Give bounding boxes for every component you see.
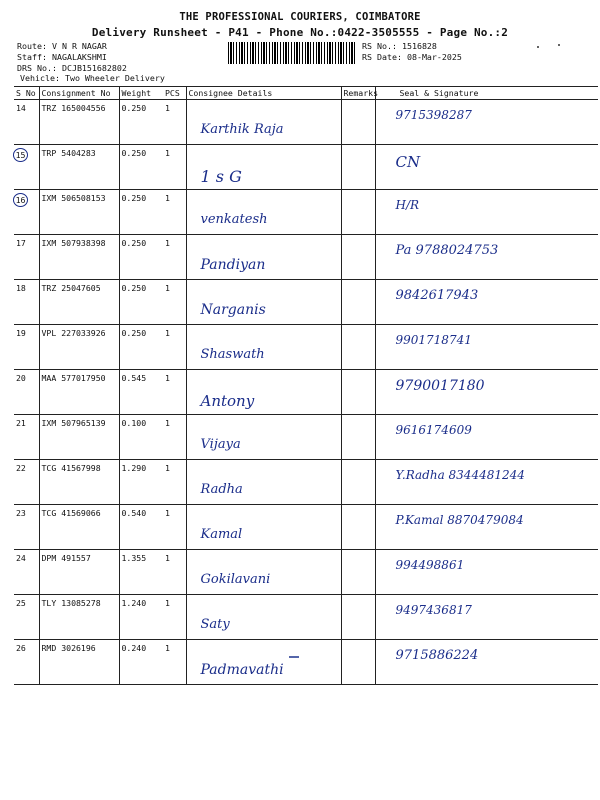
row-signature xyxy=(375,640,598,685)
row-pcs: 1 xyxy=(163,415,186,460)
row-signature xyxy=(375,505,598,550)
table-row xyxy=(14,550,598,595)
col-consignment: Consignment No xyxy=(39,87,119,100)
row-consignment-no: TRZ 25047605 xyxy=(39,280,119,325)
row-signature xyxy=(375,370,598,415)
signature-handwriting: 9497436817 xyxy=(395,603,472,617)
row-sno: 22 xyxy=(14,460,39,505)
row-weight: 0.100 xyxy=(119,415,163,460)
vehicle-label: Vehicle: Two Wheeler Delivery xyxy=(20,73,165,83)
row-consignee xyxy=(186,460,341,505)
table-row xyxy=(14,370,598,415)
row-remarks xyxy=(341,370,375,415)
row-pcs: 1 xyxy=(163,550,186,595)
table-row xyxy=(14,325,598,370)
signature-handwriting: H/R xyxy=(395,198,420,212)
row-consignment-no: IXM 507938398 xyxy=(39,235,119,280)
row-weight: 1.240 xyxy=(119,595,163,640)
row-consignment-no: TCG 41567998 xyxy=(39,460,119,505)
row-weight: 0.250 xyxy=(119,280,163,325)
row-sno: 24 xyxy=(14,550,39,595)
row-remarks xyxy=(341,460,375,505)
consignee-handwriting: Kamal xyxy=(200,527,243,542)
row-weight: 0.250 xyxy=(119,190,163,235)
row-weight: 0.250 xyxy=(119,145,163,190)
consignee-handwriting: Gokilavani xyxy=(200,572,271,587)
row-remarks xyxy=(341,100,375,145)
signature-handwriting: CN xyxy=(395,153,421,171)
table-row xyxy=(14,280,598,325)
row-pcs: 1 xyxy=(163,505,186,550)
row-signature xyxy=(375,190,598,235)
signature-handwriting: 9616174609 xyxy=(395,423,472,437)
table-row xyxy=(14,505,598,550)
table-row xyxy=(14,145,598,190)
row-consignee xyxy=(186,325,341,370)
circled-number: 16 xyxy=(13,193,28,207)
row-consignee xyxy=(186,595,341,640)
row-signature xyxy=(375,595,598,640)
table-row xyxy=(14,100,598,145)
row-remarks xyxy=(341,640,375,685)
row-sno: 25 xyxy=(14,595,39,640)
row-signature xyxy=(375,145,598,190)
table-row xyxy=(14,640,598,685)
consignee-handwriting: Saty xyxy=(200,617,230,632)
speck xyxy=(537,46,539,48)
row-consignment-no: TRZ 165004556 xyxy=(39,100,119,145)
col-weight: Weight xyxy=(119,87,163,100)
row-consignee xyxy=(186,640,341,685)
signature-handwriting: 9715886224 xyxy=(395,648,479,663)
row-consignment-no: TLY 13085278 xyxy=(39,595,119,640)
row-signature xyxy=(375,415,598,460)
consignee-handwriting: Shaswath xyxy=(200,347,265,362)
row-pcs: 1 xyxy=(163,145,186,190)
row-pcs: 1 xyxy=(163,595,186,640)
speck xyxy=(558,44,560,46)
row-pcs: 1 xyxy=(163,190,186,235)
signature-handwriting: P.Kamal 8870479084 xyxy=(395,513,524,527)
signature-handwriting: 9901718741 xyxy=(395,333,472,347)
runsheet-table xyxy=(14,86,598,685)
consignee-handwriting: 1 s G xyxy=(200,167,242,186)
row-consignment-no: MAA 577017950 xyxy=(39,370,119,415)
col-consignee: Consignee Details xyxy=(186,87,341,100)
row-pcs: 1 xyxy=(163,235,186,280)
row-remarks xyxy=(341,190,375,235)
row-consignment-no: TCG 41569066 xyxy=(39,505,119,550)
route-label: Route: V N R NAGAR xyxy=(17,41,107,51)
col-pcs: PCS xyxy=(163,87,186,100)
row-consignee xyxy=(186,190,341,235)
row-weight: 0.545 xyxy=(119,370,163,415)
row-weight: 0.250 xyxy=(119,235,163,280)
row-remarks xyxy=(341,145,375,190)
signature-handwriting: 994498861 xyxy=(395,558,465,572)
row-remarks xyxy=(341,415,375,460)
row-signature xyxy=(375,100,598,145)
row-consignee xyxy=(186,370,341,415)
table-row xyxy=(14,595,598,640)
signature-handwriting: 9790017180 xyxy=(395,378,485,394)
row-weight: 1.290 xyxy=(119,460,163,505)
drs-label: DRS No.: DCJB151682802 xyxy=(17,63,127,73)
row-pcs: 1 xyxy=(163,325,186,370)
table-row xyxy=(14,190,598,235)
row-pcs: 1 xyxy=(163,280,186,325)
row-consignee xyxy=(186,145,341,190)
row-signature xyxy=(375,460,598,505)
row-weight: 0.540 xyxy=(119,505,163,550)
col-signature: Seal & Signature xyxy=(375,87,598,100)
row-sno: 18 xyxy=(14,280,39,325)
row-consignment-no: IXM 506508153 xyxy=(39,190,119,235)
consignee-handwriting: Antony xyxy=(200,392,255,410)
signature-handwriting: 9842617943 xyxy=(395,288,479,303)
rs-date: RS Date: 08-Mar-2025 xyxy=(362,52,462,62)
row-signature xyxy=(375,280,598,325)
consignee-handwriting: Karthik Raja xyxy=(200,122,284,137)
row-sno xyxy=(14,145,39,190)
row-consignee xyxy=(186,280,341,325)
signature-handwriting: Pa 9788024753 xyxy=(395,243,499,258)
runsheet-subtitle: Delivery Runsheet - P41 - Phone No.:0422-3505555 - Page No.:2 xyxy=(91,26,509,39)
row-sno: 23 xyxy=(14,505,39,550)
col-sno: S No xyxy=(14,87,39,100)
row-pcs: 1 xyxy=(163,460,186,505)
row-consignment-no: RMD 3026196 xyxy=(39,640,119,685)
row-signature xyxy=(375,550,598,595)
table-row xyxy=(14,415,598,460)
row-remarks xyxy=(341,505,375,550)
row-weight: 1.355 xyxy=(119,550,163,595)
staff-label: Staff: NAGALAKSHMI xyxy=(17,52,107,62)
consignee-handwriting: Pandiyan xyxy=(200,257,266,273)
row-weight: 0.240 xyxy=(119,640,163,685)
row-sno: 20 xyxy=(14,370,39,415)
row-sno: 26 xyxy=(14,640,39,685)
row-consignment-no: TRP 5404283 xyxy=(39,145,119,190)
row-consignment-no: VPL 227033926 xyxy=(39,325,119,370)
table-row xyxy=(14,460,598,505)
consignee-handwriting: Padmavathi xyxy=(200,662,284,678)
row-pcs: 1 xyxy=(163,370,186,415)
signature-handwriting: Y.Radha 8344481244 xyxy=(395,468,525,482)
barcode xyxy=(228,42,356,64)
consignee-handwriting: Vijaya xyxy=(200,437,241,452)
row-remarks xyxy=(341,595,375,640)
row-consignee xyxy=(186,550,341,595)
row-consignee xyxy=(186,235,341,280)
consignee-handwriting: venkatesh xyxy=(200,212,268,227)
circled-number: 15 xyxy=(13,148,28,162)
row-remarks xyxy=(341,280,375,325)
row-consignment-no: DPM 491557 xyxy=(39,550,119,595)
row-sno: 19 xyxy=(14,325,39,370)
row-pcs: 1 xyxy=(163,100,186,145)
stray-mark xyxy=(289,656,299,658)
row-sno xyxy=(14,190,39,235)
row-consignee xyxy=(186,415,341,460)
row-signature xyxy=(375,325,598,370)
col-remarks: Remarks xyxy=(341,87,375,100)
row-remarks xyxy=(341,325,375,370)
row-remarks xyxy=(341,550,375,595)
row-signature xyxy=(375,235,598,280)
row-weight: 0.250 xyxy=(119,325,163,370)
row-sno: 14 xyxy=(14,100,39,145)
row-sno: 21 xyxy=(14,415,39,460)
row-consignee xyxy=(186,505,341,550)
row-remarks xyxy=(341,235,375,280)
consignee-handwriting: Narganis xyxy=(200,302,266,318)
row-consignee xyxy=(186,100,341,145)
consignee-handwriting: Radha xyxy=(200,482,243,497)
signature-handwriting: 9715398287 xyxy=(395,108,472,122)
company-title: THE PROFESSIONAL COURIERS, COIMBATORE xyxy=(179,11,421,23)
row-sno: 17 xyxy=(14,235,39,280)
table-row xyxy=(14,235,598,280)
rs-number: RS No.: 1516828 xyxy=(362,41,437,51)
row-weight: 0.250 xyxy=(119,100,163,145)
table-header-row xyxy=(14,87,598,100)
row-pcs: 1 xyxy=(163,640,186,685)
row-consignment-no: IXM 507965139 xyxy=(39,415,119,460)
